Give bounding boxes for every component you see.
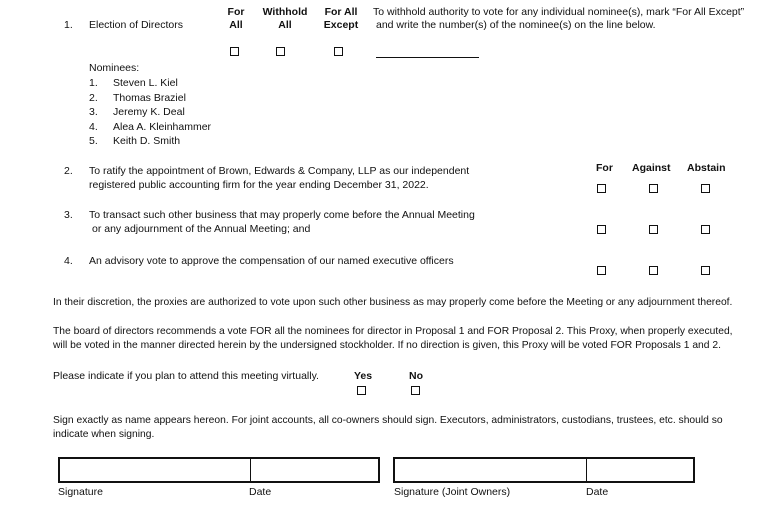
withhold-all-header <box>258 6 312 32</box>
withhold-all-header-line2: All <box>278 19 292 31</box>
joint-date-field[interactable] <box>586 459 693 481</box>
proposal-2-abstain-checkbox[interactable] <box>701 184 710 193</box>
signature-field[interactable] <box>60 459 250 481</box>
withhold-instruction-line1: To withhold authority to vote for any individual nominee(s), mark “For All Except” <box>373 6 745 18</box>
attend-yes-label: Yes <box>354 370 373 382</box>
proposal-2-for-checkbox[interactable] <box>597 184 606 193</box>
primary-signature-box <box>58 457 380 483</box>
nominees-label: Nominees: <box>89 62 140 74</box>
proposal-2-line1: To ratify the appointment of Brown, Edwards & Company, LLP as our independent <box>89 165 470 177</box>
nominee-number: 4. <box>89 120 98 133</box>
joint-date-label: Date <box>586 486 609 498</box>
proposal-2-line2: registered public accounting firm for the year ending December 31, 2022. <box>89 179 429 191</box>
proposal-1-number: 1. <box>64 19 73 31</box>
proposal-1-title: Election of Directors <box>89 19 183 31</box>
vote-header-abstain: Abstain <box>687 162 726 174</box>
proposal-2-text <box>89 164 469 192</box>
proposal-3-for-checkbox[interactable] <box>597 225 606 234</box>
attend-question: Please indicate if you plan to attend this meeting virtually. <box>53 370 319 382</box>
for-all-except-header-line1: For All <box>324 6 358 18</box>
proposal-2-against-checkbox[interactable] <box>649 184 658 193</box>
for-all-except-header <box>318 6 364 32</box>
discretion-paragraph: In their discretion, the proxies are authorized to vote upon such other business as may properly come before the Meeting or any adjournment thereof. <box>53 297 733 308</box>
sign-instructions-line2: indicate when signing. <box>53 429 155 440</box>
proposal-4-for-checkbox[interactable] <box>597 266 606 275</box>
proposal-3-text <box>89 208 475 236</box>
joint-signature-label: Signature (Joint Owners) <box>394 486 511 498</box>
withhold-instruction-line2: and write the number(s) of the nominee(s) on the line below. <box>376 19 656 31</box>
for-all-except-checkbox[interactable] <box>334 47 343 56</box>
for-all-header-line2: All <box>229 19 243 31</box>
date-label: Date <box>249 486 272 498</box>
date-field[interactable] <box>250 459 378 481</box>
nominee-name: Alea A. Kleinhammer <box>113 120 212 133</box>
board-recommendation-line1: The board of directors recommends a vote FOR all the nominees for director in Proposal 1 and FOR Proposal 2. This Proxy, when properly executed, <box>53 326 733 337</box>
proposal-3-line2: or any adjournment of the Annual Meeting; and <box>92 223 311 235</box>
board-recommendation <box>53 325 733 353</box>
attend-no-label: No <box>409 370 423 382</box>
withhold-all-checkbox[interactable] <box>276 47 285 56</box>
vote-header-for: For <box>596 162 613 174</box>
nominee-name: Steven L. Kiel <box>113 77 178 89</box>
for-all-header-line1: For <box>227 6 245 18</box>
nominee-number: 1. <box>89 77 98 89</box>
nominee-name: Keith D. Smith <box>113 135 181 148</box>
board-recommendation-line2: will be voted in the manner directed herein by the undersigned stockholder. If no direction is given, this Proxy will be voted FOR Proposals 1 and 2. <box>53 340 721 351</box>
signature-label: Signature <box>58 486 103 498</box>
proposal-4-against-checkbox[interactable] <box>649 266 658 275</box>
withhold-instruction <box>373 6 744 32</box>
nominee-number: 3. <box>89 106 98 119</box>
vote-header-against: Against <box>632 162 671 174</box>
joint-signature-field[interactable] <box>395 459 586 481</box>
nominee-number: 2. <box>89 91 98 104</box>
proposal-4-number: 4. <box>64 255 73 267</box>
sign-instructions-line1: Sign exactly as name appears hereon. For joint accounts, all co-owners should sign. Executors, administrators, custodians, trustees, etc. should so <box>53 415 723 426</box>
attend-yes-checkbox[interactable] <box>357 386 366 395</box>
for-all-header <box>225 6 247 32</box>
sign-instructions <box>53 414 723 442</box>
nominee-name: Thomas Braziel <box>113 91 186 104</box>
for-all-except-header-line2: Except <box>323 19 359 31</box>
proposal-3-abstain-checkbox[interactable] <box>701 225 710 234</box>
nominee-name: Jeremy K. Deal <box>113 106 185 119</box>
for-all-checkbox[interactable] <box>230 47 239 56</box>
proposal-3-line1: To transact such other business that may properly come before the Annual Meeting <box>89 209 475 221</box>
attend-no-checkbox[interactable] <box>411 386 420 395</box>
except-nominee-numbers-line[interactable] <box>376 57 479 58</box>
proposal-2-number: 2. <box>64 165 73 177</box>
proposal-4-abstain-checkbox[interactable] <box>701 266 710 275</box>
proposal-4-text: An advisory vote to approve the compensation of our named executive officers <box>89 255 454 267</box>
nominee-number: 5. <box>89 135 98 148</box>
proposal-3-number: 3. <box>64 209 73 221</box>
withhold-all-header-line1: Withhold <box>262 6 308 18</box>
proposal-3-against-checkbox[interactable] <box>649 225 658 234</box>
joint-signature-box <box>393 457 695 483</box>
